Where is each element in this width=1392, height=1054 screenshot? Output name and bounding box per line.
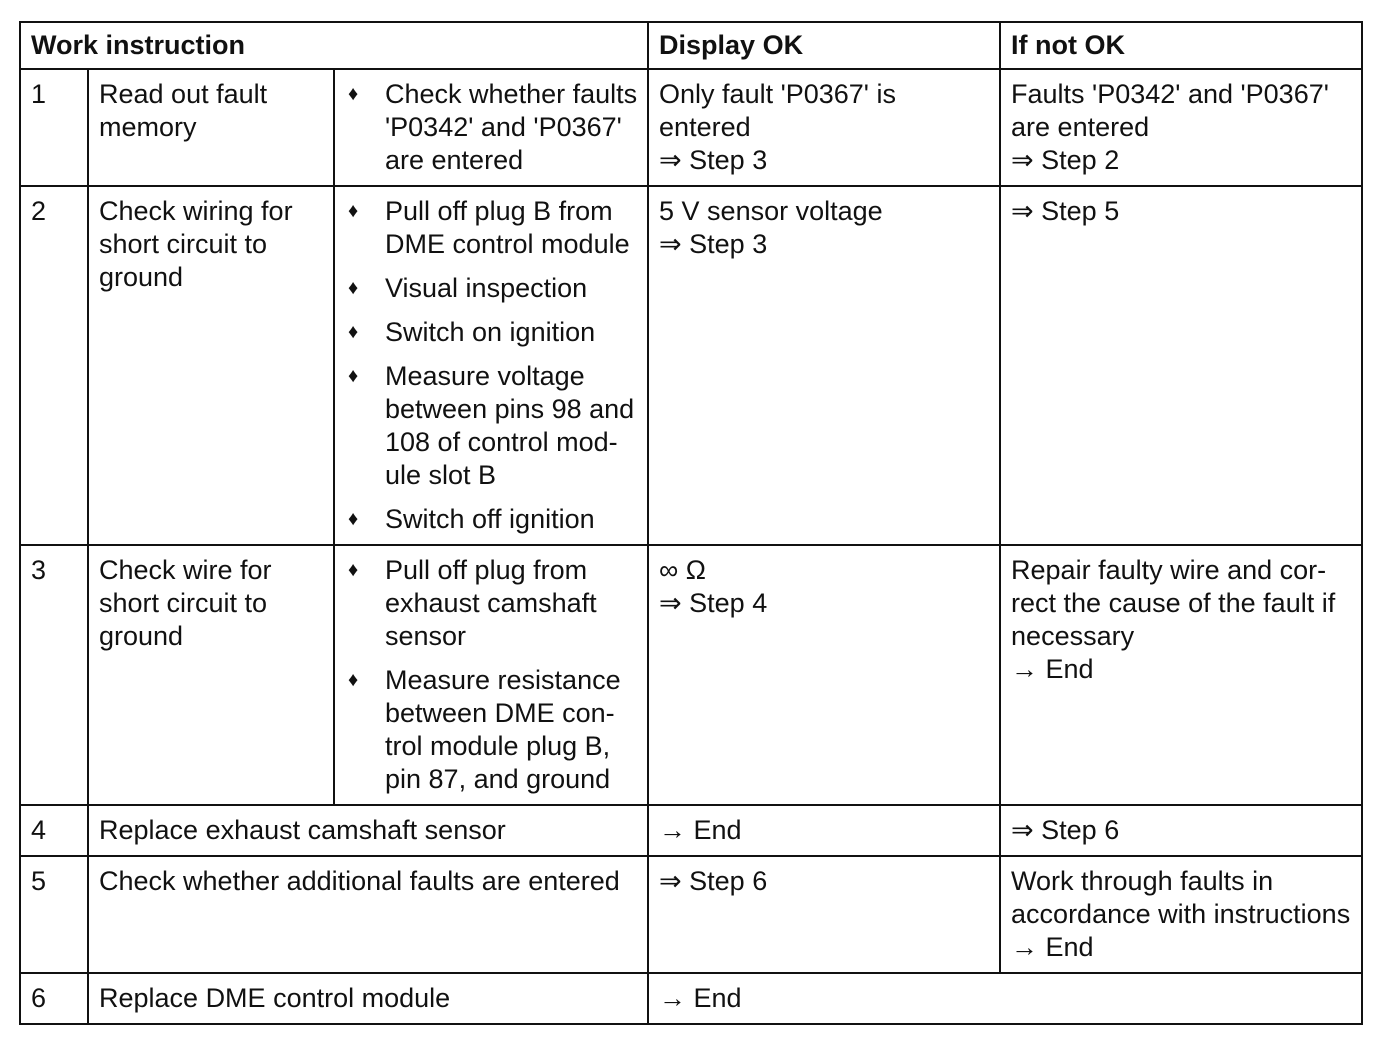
- action-item: ♦ Measure resistance between DME con-trol module plug B, pin 87, and ground: [348, 665, 621, 794]
- table-row: [20, 805, 1362, 856]
- diamond-bullet-icon: ♦: [348, 669, 359, 691]
- display-ok-cell: ⇒ Step 6: [648, 856, 1000, 973]
- action-item: ♦ Pull off plug B from DME control module: [348, 196, 630, 259]
- diamond-bullet-icon: ♦: [348, 365, 359, 387]
- action-item: ♦ Pull off plug from exhaust camshaft sensor: [348, 555, 597, 651]
- step-number: 4: [20, 805, 88, 856]
- step-title: Check whether additional faults are entered: [88, 856, 648, 973]
- action-item: ♦ Visual inspection: [348, 273, 588, 303]
- table-row: [20, 856, 1362, 973]
- if-not-ok-cell: Work through faults in accordance with instructions → End: [1000, 856, 1362, 973]
- step-number: 1: [20, 69, 88, 186]
- display-ok-cell: Only fault 'P0367' is entered ⇒ Step 3: [648, 69, 1000, 186]
- diamond-bullet-icon: ♦: [348, 200, 359, 222]
- if-not-ok-cell: ⇒ Step 5: [1000, 186, 1362, 545]
- action-item: ♦ Measure voltage between pins 98 and 108 of control mod-ule slot B: [348, 361, 635, 490]
- work-instruction-table: [19, 21, 1363, 1025]
- step-number: 2: [20, 186, 88, 545]
- if-not-ok-cell: Repair faulty wire and cor-rect the cause of the fault if necessary → End: [1000, 545, 1362, 805]
- step-actions: [334, 545, 648, 805]
- diamond-bullet-icon: ♦: [348, 277, 359, 299]
- table-row: [20, 69, 1362, 186]
- table-row: [20, 545, 1362, 805]
- step-number: 3: [20, 545, 88, 805]
- action-item: ♦ Switch off ignition: [348, 504, 595, 534]
- diamond-bullet-icon: ♦: [348, 559, 359, 581]
- if-not-ok-cell: Faults 'P0342' and 'P0367' are entered ⇒ Step 2: [1000, 69, 1362, 186]
- if-not-ok-cell: ⇒ Step 6: [1000, 805, 1362, 856]
- step-title: Check wire for short circuit to ground: [88, 545, 334, 805]
- header-if-not-ok: If not OK: [1000, 22, 1362, 69]
- action-item: ♦ Check whether faults 'P0342' and 'P0367' are entered: [348, 79, 638, 175]
- action-item: ♦ Switch on ignition: [348, 317, 596, 347]
- display-ok-cell: → End: [648, 973, 1362, 1024]
- table-row: [20, 186, 1362, 545]
- step-title: Read out fault memory: [88, 69, 334, 186]
- step-actions: [334, 186, 648, 545]
- step-actions: [334, 69, 648, 186]
- display-ok-cell: ∞ Ω ⇒ Step 4: [648, 545, 1000, 805]
- display-ok-cell: → End: [648, 805, 1000, 856]
- header-row: [20, 22, 1362, 69]
- step-number: 5: [20, 856, 88, 973]
- diamond-bullet-icon: ♦: [348, 83, 359, 105]
- header-work-instruction: Work instruction: [20, 22, 648, 69]
- step-title: Check wiring for short circuit to ground: [88, 186, 334, 545]
- diamond-bullet-icon: ♦: [348, 321, 359, 343]
- step-title: Replace DME control module: [88, 973, 648, 1024]
- diamond-bullet-icon: ♦: [348, 508, 359, 530]
- header-display-ok: Display OK: [648, 22, 1000, 69]
- step-number: 6: [20, 973, 88, 1024]
- step-title: Replace exhaust camshaft sensor: [88, 805, 648, 856]
- display-ok-cell: 5 V sensor voltage ⇒ Step 3: [648, 186, 1000, 545]
- table-row: [20, 973, 1362, 1024]
